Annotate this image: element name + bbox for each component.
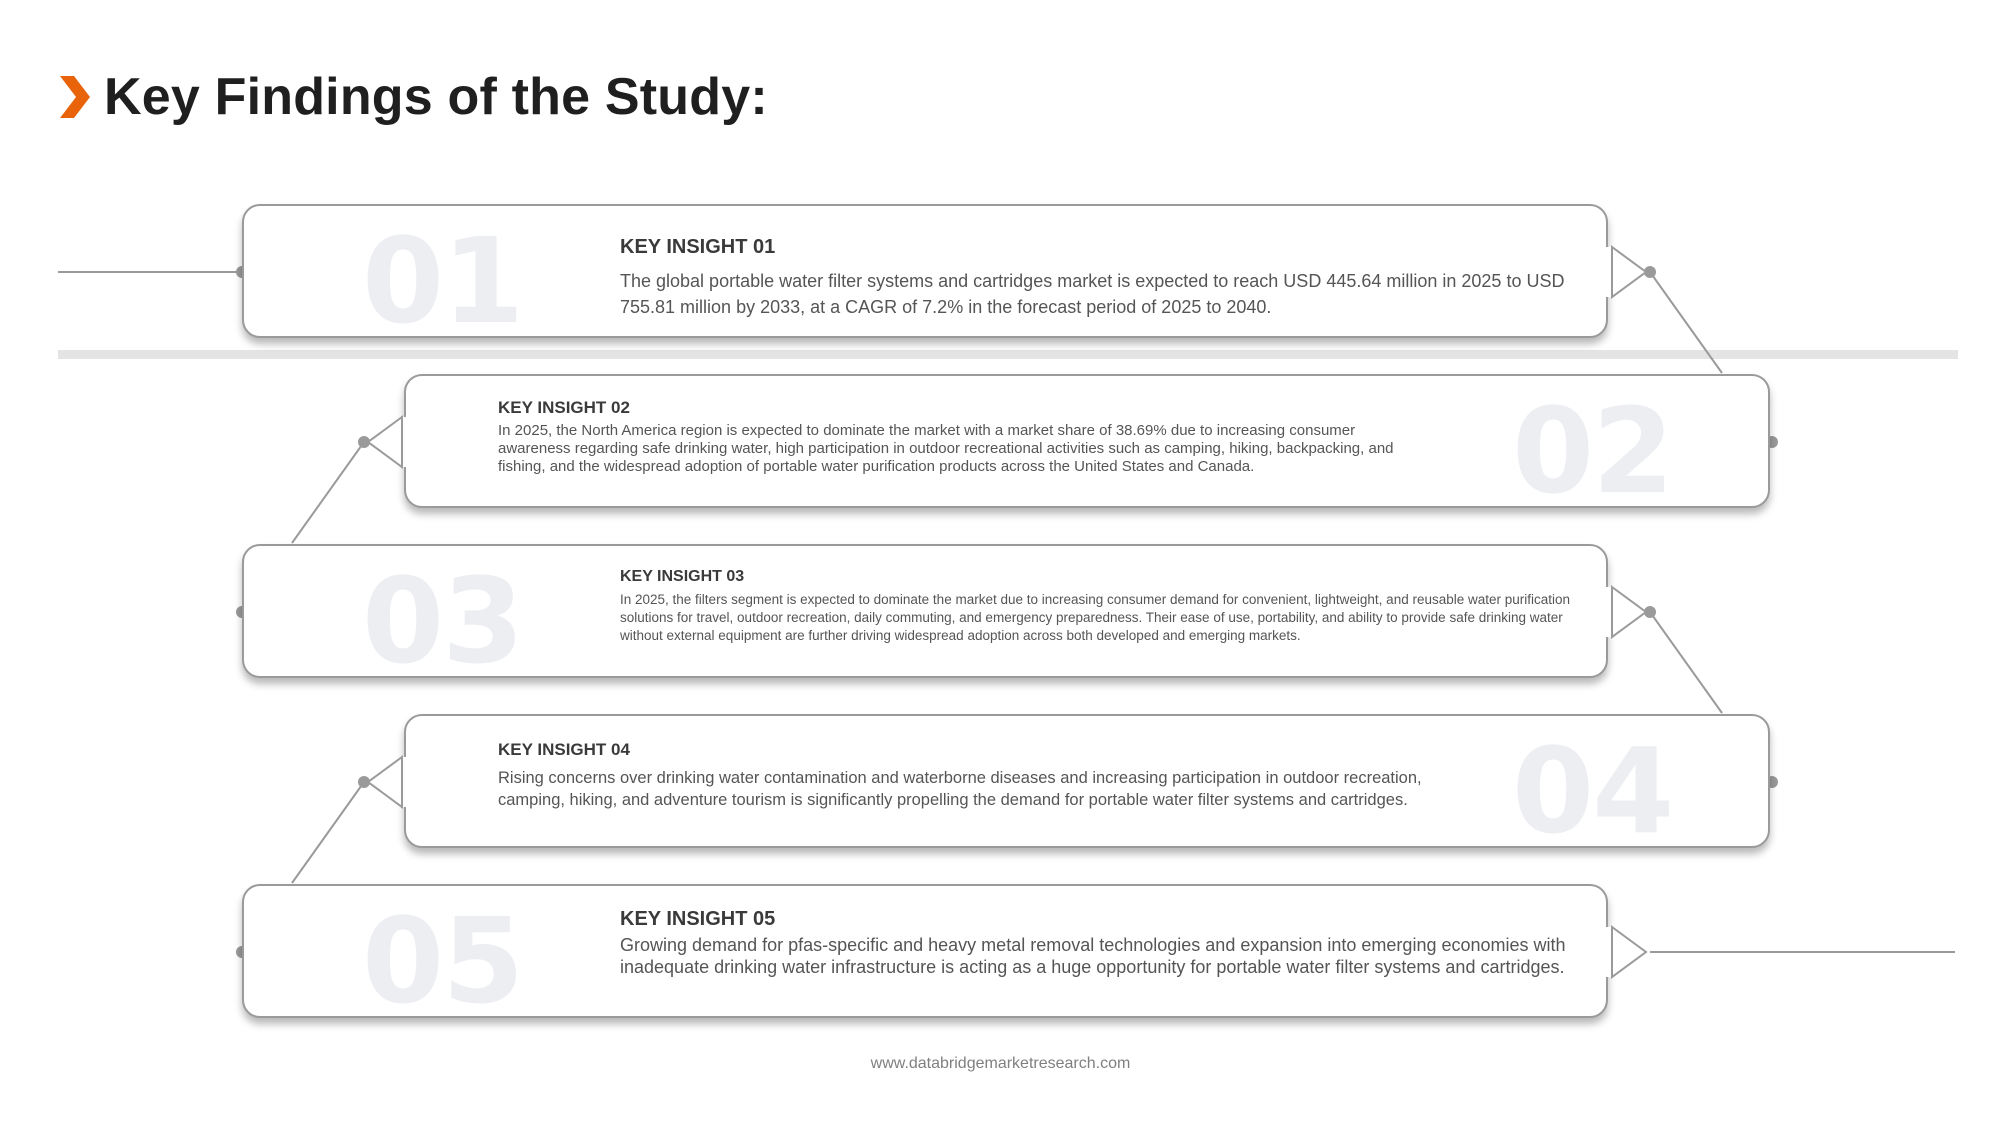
notch-left (364, 753, 408, 811)
insight-number: 01 (362, 212, 523, 350)
insight-number: 03 (362, 552, 523, 690)
notch-right (1606, 923, 1650, 981)
notch-right (1606, 243, 1650, 301)
insight-card-05 (242, 884, 1608, 1030)
insight-text: Rising concerns over drinking water contamination and waterborne diseases and increasing participation in outdoor recreation, camping, hiking, and adventure tourism is significantly propelling the demand for portable water filter systems and cartridges. (498, 769, 1422, 809)
insight-text: The global portable water filter systems and cartridges market is expected to reach USD 445.64 million in 2025 to USD 755.81 million by 2033, at a CAGR of 7.2% in the forecast period of 2025 to 2040. (620, 271, 1565, 317)
insight-card-01 (242, 204, 1608, 350)
notch-right (1606, 583, 1650, 641)
insight-number: 02 (1512, 382, 1673, 520)
insight-heading: KEY INSIGHT 02 (498, 398, 630, 417)
insight-text: In 2025, the filters segment is expected to dominate the market due to increasing consumer demand for convenient, lightweight, and reusable water purification solutions for travel, outdoor recreation, daily commuting, and emergency preparedness. Their ease of use, portability, and ability to provide safe drinking water without external equipment are further driving widespread adoption across both developed and emerging markets. (620, 592, 1571, 643)
insight-card-04 (404, 714, 1770, 860)
insight-heading: KEY INSIGHT 01 (620, 236, 776, 258)
insight-heading: KEY INSIGHT 05 (620, 908, 776, 930)
footer-url: www.databridgemarketresearch.com (870, 1055, 1131, 1072)
insight-card-03 (242, 544, 1608, 690)
insight-number: 05 (362, 892, 523, 1030)
page-title: Key Findings of the Study: (104, 68, 768, 126)
insight-card-02 (404, 374, 1770, 520)
insight-heading: KEY INSIGHT 04 (498, 740, 630, 759)
insight-text: Growing demand for pfas-specific and heavy metal removal technologies and expansion into emerging economies with inadequate drinking water infrastructure is acting as a huge opportunity for portable water filter systems and cartridges. (620, 935, 1566, 977)
insight-text: In 2025, the North America region is expected to dominate the market with a market share of 38.69% due to increasing consumer awareness regarding safe drinking water, high participation in outdoor recreational activities such as camping, hiking, backpacking, and fishing, and the widespread adoption of portable water purification products across the United States and Canada. (498, 422, 1394, 475)
insight-number: 04 (1512, 722, 1673, 860)
insight-heading: KEY INSIGHT 03 (620, 568, 745, 585)
notch-left (364, 413, 408, 471)
